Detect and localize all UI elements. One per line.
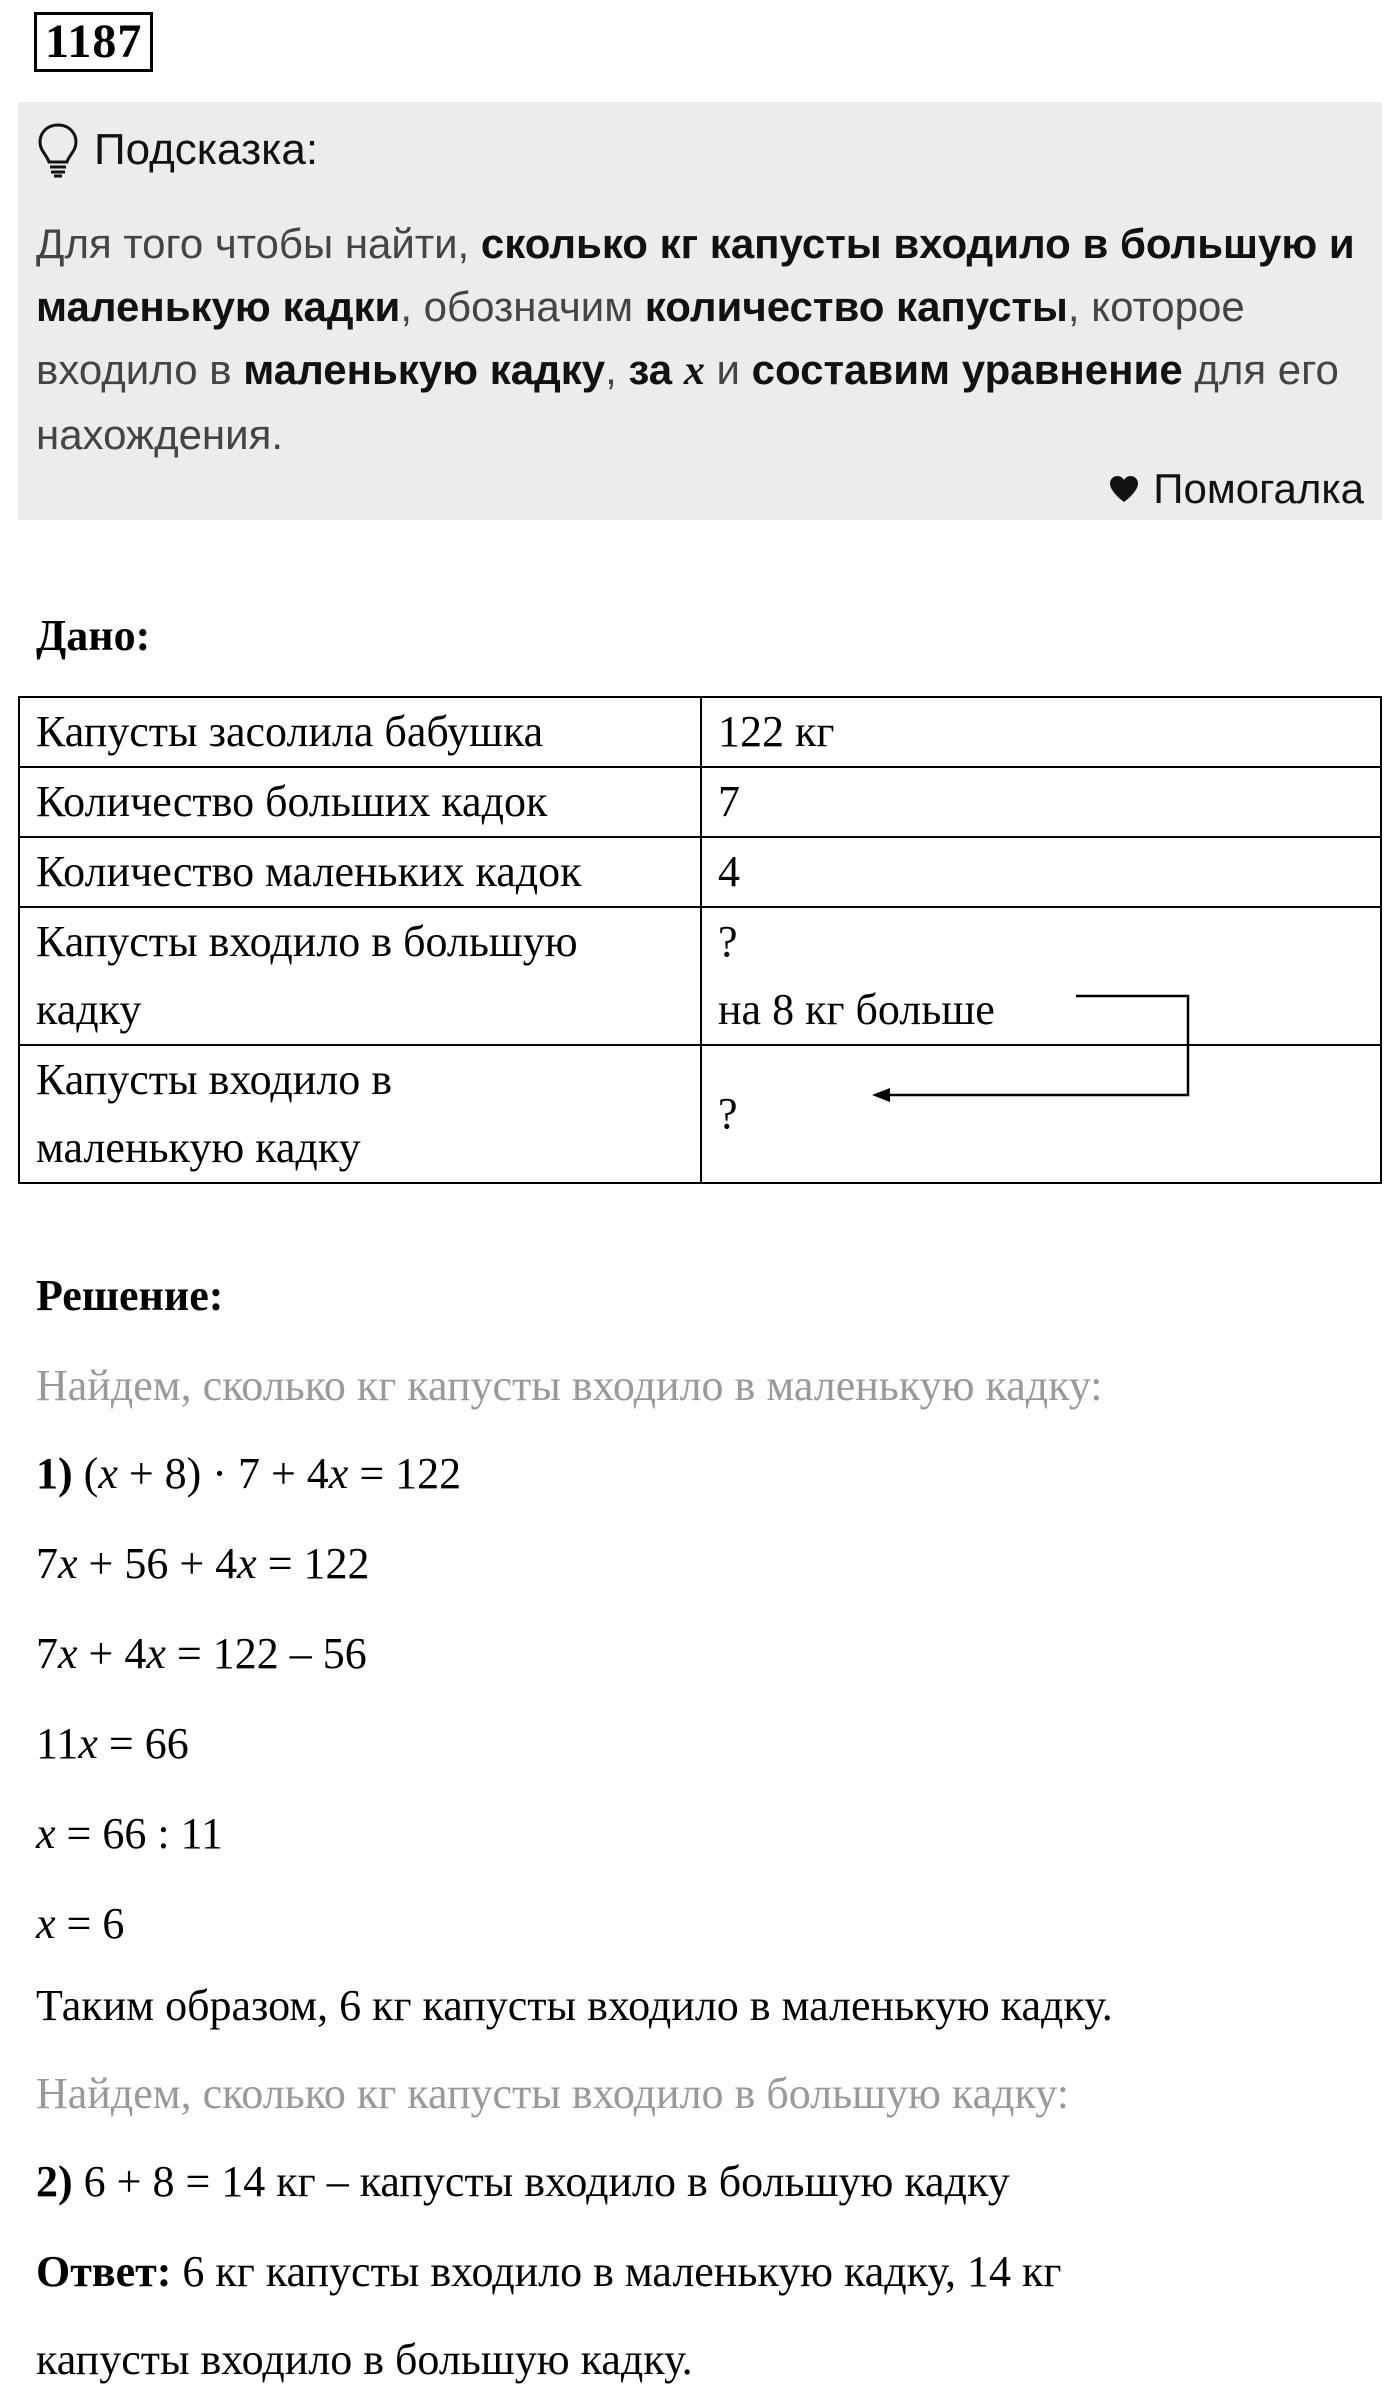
equation-3: 7x + 4x = 122 – 56 xyxy=(36,1629,367,1678)
answer-line-2: капусты входило в большую кадку. xyxy=(36,2335,693,2384)
equation-7: 2) 6 + 8 = 14 кг – капусты входило в большую кадку xyxy=(36,2157,1010,2206)
equation-6: x = 6 xyxy=(36,1899,125,1948)
hint-title: Подсказка: xyxy=(94,125,319,174)
table-cell: 4 xyxy=(701,837,1381,907)
table-cell: Количество больших кадок xyxy=(19,767,701,837)
hint-text: Для того чтобы найти, сколько кг капусты входило в большую и маленькую кадки, обозначим количество капусты, которое входило в маленькую кадку, за x и составим уравнение для его нахождения. xyxy=(36,220,1355,458)
table-cell: Капусты засолила бабушка xyxy=(19,697,701,767)
step2-intro: Найдем, сколько кг капусты входило в большую кадку: xyxy=(36,2069,1069,2118)
task-number: 1187 xyxy=(34,12,153,72)
table-cell: Капусты входило в маленькую кадку xyxy=(19,1045,701,1183)
hint-credit-label: Помогалка xyxy=(1153,465,1364,512)
table-cell: Капусты входило в большую кадку xyxy=(19,907,701,1045)
table-cell: 7 xyxy=(701,767,1381,837)
solution-heading: Решение: xyxy=(36,1271,224,1320)
table-cell: Количество маленьких кадок xyxy=(19,837,701,907)
hint-variable: x xyxy=(683,348,705,394)
table-cell: ? на 8 кг больше xyxy=(701,907,1381,1045)
table-cell: 122 кг xyxy=(701,697,1381,767)
given-heading: Дано: xyxy=(36,611,151,660)
step1-conclusion: Таким образом, 6 кг капусты входило в маленькую кадку. xyxy=(36,1981,1113,2030)
equation-4: 11x = 66 xyxy=(36,1719,189,1768)
equation-5: x = 66 : 11 xyxy=(36,1809,223,1858)
answer-line-1: Ответ: 6 кг капусты входило в маленькую кадку, 14 кг xyxy=(36,2247,1062,2296)
table-cell: ? xyxy=(701,1045,1381,1183)
step1-intro: Найдем, сколько кг капусты входило в маленькую кадку: xyxy=(36,1361,1103,1410)
equation-1: 1) (x + 8) · 7 + 4x = 122 xyxy=(36,1449,462,1498)
equation-2: 7x + 56 + 4x = 122 xyxy=(36,1539,370,1588)
